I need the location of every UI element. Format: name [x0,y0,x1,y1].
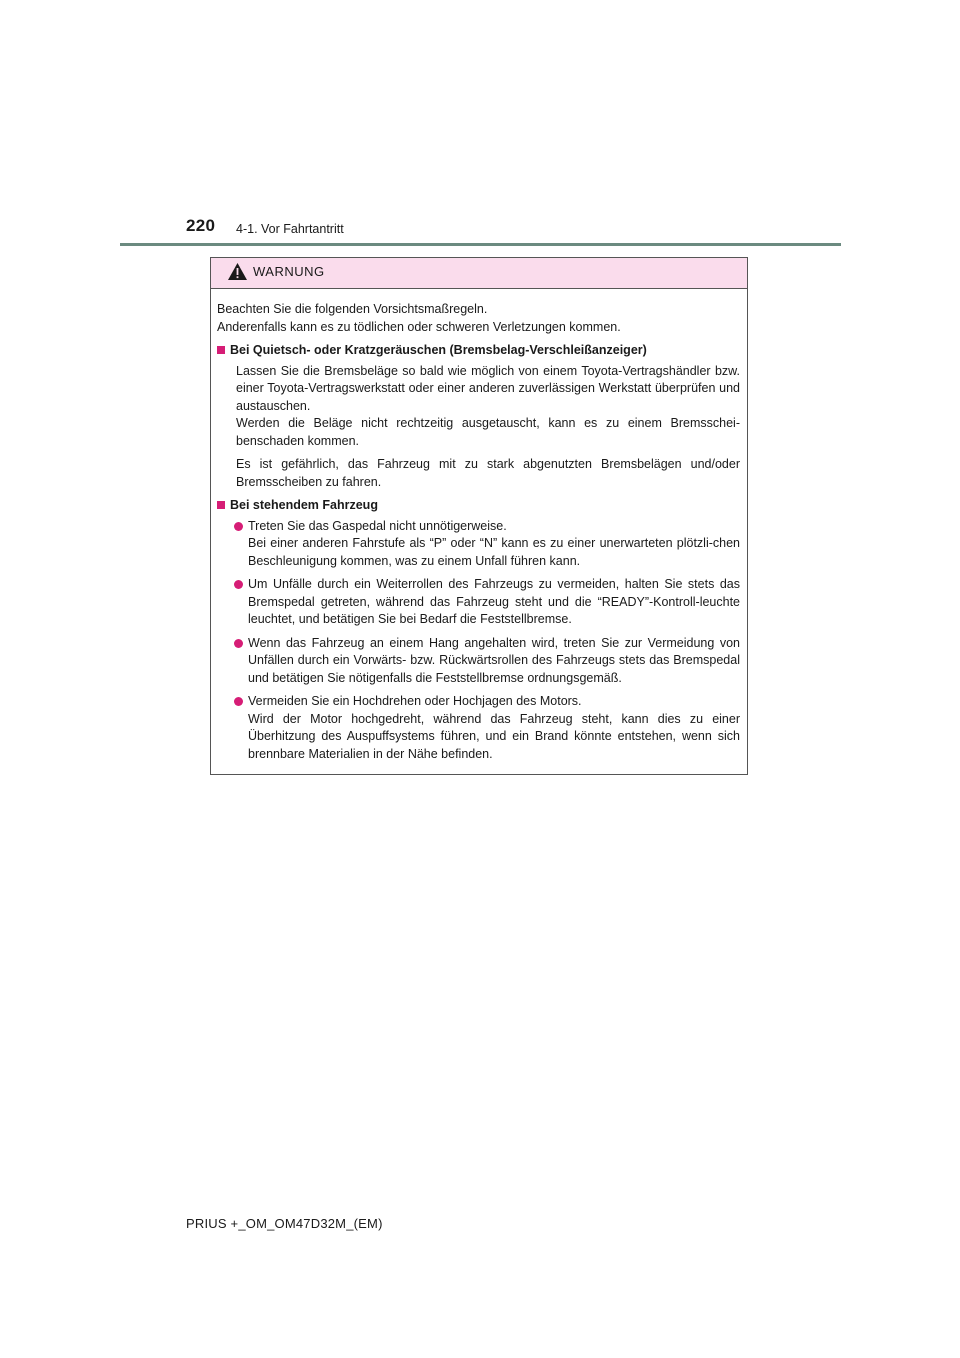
intro-text [217,301,740,336]
list-item: Treten Sie das Gaspedal nicht unnötigerweise. Bei einer anderen Fahrstufe als “P” oder “N” kann es zu einer unerwarteten plötzli-chen Beschleunigung kommen, was zu einem Unfall führen kann. [217,518,740,571]
circle-bullet-icon [234,639,243,648]
header-rule [120,243,841,246]
warning-header [211,258,747,289]
list-item: Vermeiden Sie ein Hochdrehen oder Hochjagen des Motors. Wird der Motor hochgedreht, während das Fahrzeug steht, kann dies zu einer Überhitzung des Auspuffsystems führen, und ein Brand könnte entstehen, wenn sich brennbare Materialien in der Nähe befinden. [217,693,740,763]
section-heading-standing-vehicle: Bei stehendem Fahrzeug [217,497,740,515]
warning-triangle-icon [227,262,248,281]
list-item: Wenn das Fahrzeug an einem Hang angehalten wird, treten Sie zur Vermeidung von Unfällen durch ein Vorwärts- bzw. Rückwärtsrollen des Fahrzeugs stets das Bremspedal und betätigen Sie nötigenfalls die Feststellbremse ordnungsgemäß. [217,635,740,688]
document-id: PRIUS +_OM_OM47D32M_(EM) [186,1216,383,1231]
circle-bullet-icon [234,580,243,589]
paragraph: Lassen Sie die Bremsbeläge so bald wie möglich von einem Toyota-Vertragshändler bzw. einer Toyota-Vertragswerkstatt oder einer anderen zuverlässigen Werkstatt überprüfen und austauschen. Werden die Beläge nicht rechtzeitig ausgetauscht, kann es zu einem Bremsschei-benschaden kommen. [236,363,740,448]
warning-body [211,289,747,763]
square-bullet-icon [217,501,225,509]
page-number: 220 [186,216,216,235]
circle-bullet-icon [234,522,243,531]
square-bullet-icon [217,346,225,354]
warning-box [210,257,748,775]
intro-line: Beachten Sie die folgenden Vorsichtsmaßregeln. [217,302,488,316]
list-item: Um Unfälle durch ein Weiterrollen des Fahrzeugs zu vermeiden, halten Sie stets das Bremspedal getreten, während das Fahrzeug steht und die “READY”-Kontroll-leuchte leuchtet, und betätigen Sie bei Bedarf die Feststellbremse. [217,576,740,629]
section-heading-brake-noise: Bei Quietsch- oder Kratzgeräuschen (Bremsbelag-Verschleißanzeiger) [217,342,740,360]
circle-bullet-icon [234,697,243,706]
section-content-brake-noise [217,363,740,492]
intro-line: Anderenfalls kann es zu tödlichen oder schweren Verletzungen kommen. [217,319,621,334]
section-title: 4-1. Vor Fahrtantritt [236,222,344,236]
warning-title: WARNUNG [253,264,325,279]
paragraph: Es ist gefährlich, das Fahrzeug mit zu stark abgenutzten Bremsbelägen und/oder Bremsscheiben zu fahren. [236,457,740,489]
